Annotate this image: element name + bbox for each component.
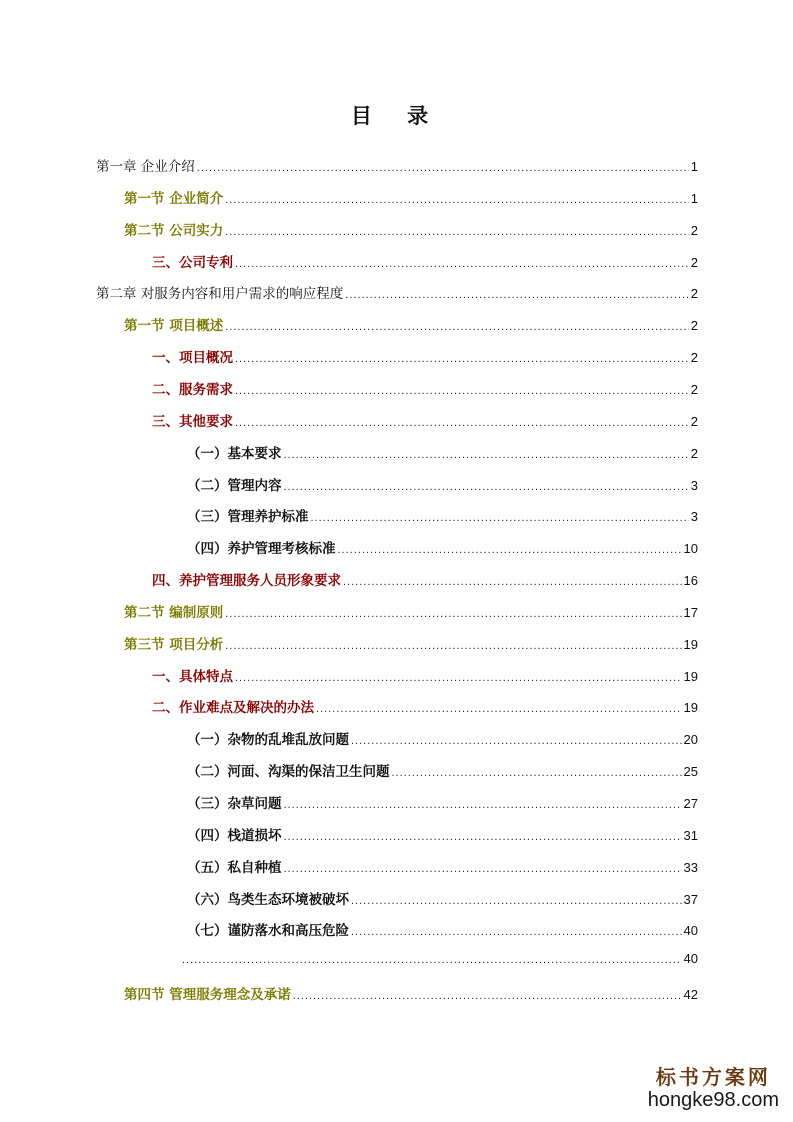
toc-entry[interactable] [187,856,698,878]
toc-dot-leader [338,544,682,556]
toc-page-number: 1 [690,190,698,206]
toc-entry[interactable] [187,919,698,941]
toc-entry-label: （二）管理内容 [187,477,282,494]
toc-page-number: 2 [690,222,698,238]
toc-dot-leader [351,926,682,938]
toc-entry-label: （四）养护管理考核标准 [187,541,336,558]
toc-dot-leader [235,417,689,429]
toc-entry-label: （一）基本要求 [187,445,282,462]
toc-entry-label: 三、公司专利 [152,254,233,271]
toc-entry[interactable] [187,728,698,750]
toc-page-number: 2 [690,413,698,429]
toc-entry-label: 第二节 公司实力 [124,222,224,239]
toc-entry[interactable] [187,760,698,782]
toc-entry-label: 第四节 管理服务理念及承诺 [124,987,291,1004]
toc-entry[interactable] [180,951,698,973]
toc-entry-label: 二、作业难点及解决的办法 [152,700,314,717]
toc-entry[interactable] [187,505,698,527]
toc-page-number: 3 [690,477,698,493]
toc-entry[interactable] [187,888,698,910]
toc-entry-label: （七）谨防落水和高压危险 [187,923,349,940]
toc-dot-leader [225,640,681,652]
toc-dot-leader [345,289,688,301]
toc-entry[interactable] [152,251,698,273]
toc-dot-leader [225,194,689,206]
toc-entry-label: 第二节 编制原则 [124,604,224,621]
toc-entry-label: （一）杂物的乱堆乱放问题 [187,732,349,749]
toc-entry-label: 第二章 对服务内容和用户需求的响应程度 [96,286,344,303]
toc-entry[interactable] [152,378,698,400]
toc-dot-leader [225,608,681,620]
toc-dot-leader [392,767,682,779]
toc-entry-label: （三）管理养护标准 [187,509,309,526]
toc-entry[interactable] [124,314,698,336]
toc-entry[interactable] [152,346,698,368]
toc-dot-leader [284,863,682,875]
toc-dot-leader [293,990,682,1002]
toc-dot-leader [351,735,682,747]
toc-entry[interactable] [152,696,698,718]
toc-entry-label: 第一章 企业介绍 [96,159,195,175]
toc-entry-label: 一、具体特点 [152,668,233,685]
toc-page-number: 27 [683,796,698,811]
watermark-site-url: hongke98.com [647,1089,779,1111]
toc-page-number: 2 [690,286,698,302]
toc-entry[interactable] [124,601,698,623]
toc-page-number: 1 [690,159,698,174]
toc-dot-leader [235,353,689,365]
toc-page-number: 16 [683,573,698,589]
toc-dot-leader [284,481,689,493]
toc-entry-label: （五）私自种植 [187,859,282,876]
toc-dot-leader [351,895,682,907]
toc-entry-label: 二、服务需求 [152,381,233,398]
toc-entry-label: （二）河面、沟渠的保洁卫生问题 [187,764,390,781]
toc-entry[interactable] [152,569,698,591]
toc-page-number: 20 [683,732,698,748]
toc-entry-label: 第三节 项目分析 [124,636,224,653]
toc-dot-leader [316,703,682,715]
toc-dot-leader [235,258,689,270]
toc-entry[interactable] [187,824,698,846]
toc-page-number: 10 [683,541,698,557]
toc-entry[interactable] [187,537,698,559]
toc-page-number: 2 [690,254,698,270]
toc-entry[interactable] [124,187,698,209]
toc-page-number: 33 [683,859,698,875]
toc-page-number: 40 [683,951,698,967]
toc-dot-leader [284,831,682,843]
toc-entry[interactable] [124,633,698,655]
toc-page-number: 19 [683,668,698,684]
toc-entry[interactable] [152,665,698,687]
toc-dot-leader [284,449,689,461]
toc-page-number: 2 [690,381,698,397]
toc-entry-label: （四）栈道损坏 [187,827,282,844]
toc-dot-leader [311,512,689,524]
toc-page-number: 37 [683,891,698,907]
toc-entry[interactable] [124,983,698,1005]
toc-entry[interactable] [152,410,698,432]
toc-page-number: 2 [690,350,698,366]
toc-entry[interactable] [96,155,698,177]
page-title: 目 录 [350,103,443,128]
toc-entry-label: 四、养护管理服务人员形象要求 [152,573,341,590]
toc-page-number: 40 [683,923,698,939]
toc-entry-label: （六）鸟类生态环境被破坏 [187,891,349,908]
toc-page-number: 19 [683,636,698,652]
toc-entry-label: （三）杂草问题 [187,796,282,812]
toc-entry[interactable] [124,219,698,241]
toc-entry[interactable] [96,282,698,304]
toc-page-number: 3 [690,509,698,525]
toc-dot-leader [343,576,682,588]
toc-entry[interactable] [187,474,698,496]
toc-dot-leader [225,321,689,333]
toc-page-number: 2 [690,318,698,334]
toc-page-number: 25 [683,764,698,780]
toc-page-number: 17 [683,604,698,620]
toc-entry[interactable] [187,792,698,814]
toc-entry[interactable] [187,442,698,464]
watermark-site-name: 标书方案网 [655,1065,771,1089]
toc-dot-leader [284,799,682,811]
toc-dot-leader [235,385,689,397]
toc-page-number: 42 [683,987,698,1003]
toc-entry-label: 第一节 项目概述 [124,318,224,335]
toc-dot-leader [235,672,682,684]
toc-dot-leader [182,954,682,966]
toc-page-number: 31 [683,827,698,843]
toc-dot-leader [225,226,689,238]
toc-dot-leader [197,162,689,174]
toc-entry-label: 三、其他要求 [152,413,233,430]
toc-entry-label: 第一节 企业简介 [124,190,224,207]
toc-entry-label: 一、项目概况 [152,350,233,367]
toc-page-number: 2 [690,445,698,461]
site-watermark [648,1066,779,1112]
toc-page-number: 19 [683,700,698,716]
